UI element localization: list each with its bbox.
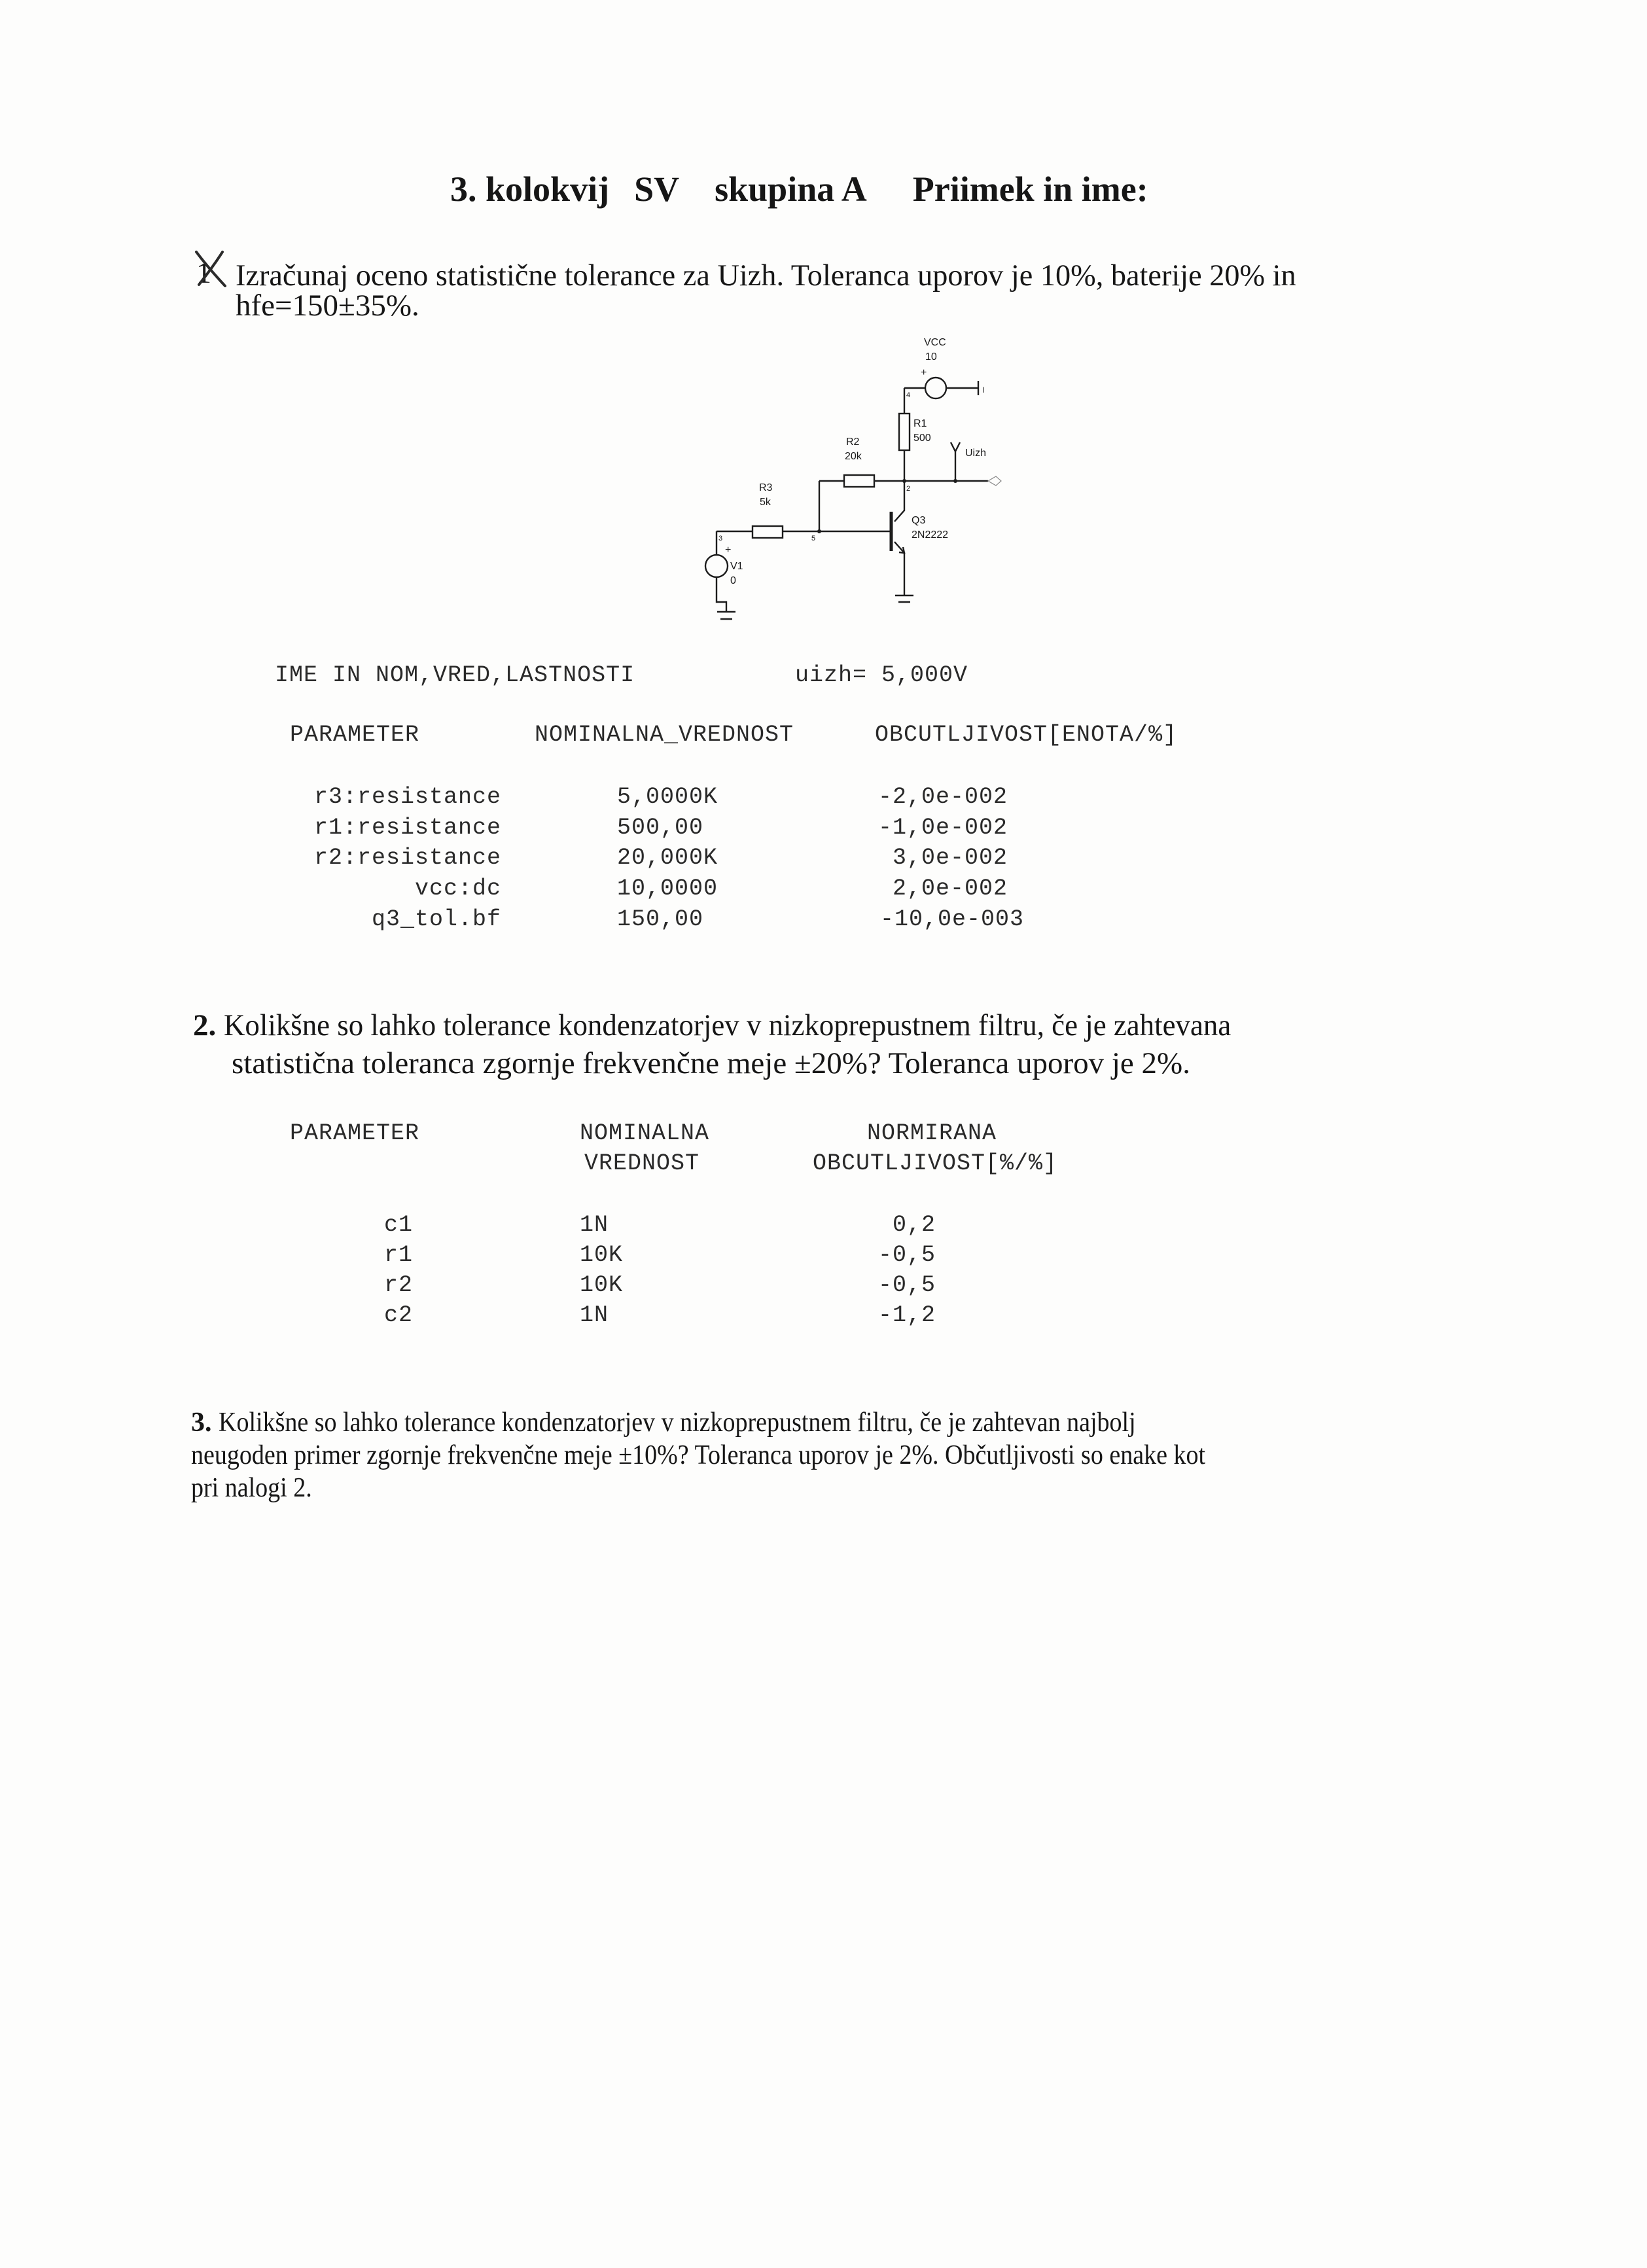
r1-value: 500 — [913, 433, 931, 444]
vcc-label: VCC — [924, 337, 946, 348]
title-name-field: Priimek in ime: — [912, 169, 1148, 209]
param-name: r1 — [384, 1242, 414, 1268]
param-nominal: 150,00 — [617, 906, 704, 932]
title-group: skupina A — [715, 169, 867, 209]
param-name: r2:resistance — [313, 845, 501, 871]
title-subject: SV — [634, 169, 680, 209]
question3-number: 3. — [191, 1408, 212, 1438]
v1-name: V1 — [730, 561, 743, 572]
param-sensitivity: -0,5 — [877, 1272, 936, 1298]
r2-resistor — [844, 475, 874, 487]
handwritten-cross-mark-icon — [194, 251, 228, 287]
v1-plus: + — [725, 544, 732, 556]
question2-line2: statistična toleranca zgornje frekvenčne meje ±20%? Toleranca uporov je 2%. — [232, 1046, 1190, 1080]
table1-col-sensitivity: OBCUTLJIVOST[ENOTA/%] — [875, 722, 1178, 748]
question2-number: 2. — [193, 1008, 217, 1042]
circuit-schematic — [674, 327, 1040, 628]
title-kolokvij: 3. kolokvij — [450, 169, 610, 209]
vcc-source-symbol — [925, 378, 946, 399]
output-label-uizh: Uizh — [965, 448, 987, 459]
r2-value: 20k — [845, 451, 862, 462]
v1-source-symbol — [705, 555, 728, 577]
r1-resistor — [899, 414, 910, 450]
param-nominal: 1N — [580, 1302, 609, 1328]
question2-text-line1: Kolikšne so lahko tolerance kondenzatorjev v nizkoprepustnem filtru, če je zahtevana — [224, 1008, 1231, 1042]
question1-line1: Izračunaj oceno statistične tolerance za Uizh. Toleranca uporov je 10%, baterije 20% in — [236, 258, 1296, 292]
vcc-plus: + — [921, 367, 927, 378]
param-sensitivity: -10,0e-003 — [879, 906, 1024, 932]
param-nominal: 10K — [580, 1272, 624, 1298]
param-name: vcc:dc — [414, 876, 501, 902]
q3-model: 2N2222 — [912, 529, 949, 540]
param-sensitivity: -1,0e-002 — [877, 815, 1008, 841]
param-name: r1:resistance — [313, 815, 501, 841]
param-nominal: 1N — [580, 1212, 609, 1238]
vcc-value: 10 — [925, 351, 937, 363]
table1-col-nominal: NOMINALNA_VREDNOST — [535, 722, 794, 748]
question2-line1 — [193, 1008, 1279, 1043]
r3-name: R3 — [759, 482, 773, 493]
param-name: r3:resistance — [313, 784, 501, 810]
r3-value: 5k — [760, 497, 771, 508]
param-sensitivity: 0,2 — [892, 1212, 936, 1238]
table2-col-sensitivity-line2: OBCUTLJIVOST[%/%] — [813, 1150, 1058, 1177]
table1-col-parameter: PARAMETER — [290, 722, 420, 748]
table2-col-parameter: PARAMETER — [290, 1120, 420, 1146]
node-2-label: 2 — [906, 485, 911, 493]
param-name: c1 — [384, 1212, 414, 1238]
param-name: c2 — [384, 1302, 414, 1328]
page-title — [450, 169, 1148, 209]
param-name: r2 — [384, 1272, 414, 1298]
question3-text-line1: Kolikšne so lahko tolerance kondenzatorjev v nizkoprepustnem filtru, če je zahtevan najbolj — [219, 1408, 1136, 1438]
r2-name: R2 — [846, 436, 860, 448]
svg-text:I: I — [982, 385, 985, 395]
param-sensitivity: -2,0e-002 — [877, 784, 1008, 810]
table1-header-line: IME IN NOM,VRED,LASTNOSTI — [275, 662, 635, 688]
node-4-label: 4 — [906, 391, 911, 399]
v1-value: 0 — [730, 575, 736, 586]
r3-resistor — [753, 526, 783, 538]
param-name: q3_tol.bf — [371, 906, 501, 932]
param-nominal: 20,000K — [617, 845, 718, 871]
param-sensitivity: 2,0e-002 — [892, 876, 1008, 902]
table2-col-sensitivity-line1: NORMIRANA — [867, 1120, 997, 1146]
param-nominal: 5,0000K — [617, 784, 718, 810]
table2-col-nominal-line2: VREDNOST — [584, 1150, 700, 1177]
param-nominal: 500,00 — [617, 815, 704, 841]
node-3-label: 3 — [718, 535, 723, 542]
node-5-label: 5 — [811, 535, 816, 542]
question1-line2: hfe=150±35%. — [236, 289, 419, 323]
table1-output-value: uizh= 5,000V — [795, 662, 968, 688]
param-nominal: 10K — [580, 1242, 624, 1268]
question3-line3: pri nalogi 2. — [191, 1473, 312, 1503]
question3-line1 — [191, 1407, 1232, 1438]
param-sensitivity: -1,2 — [877, 1302, 936, 1328]
question3-line2: neugoden primer zgornje frekvenčne meje ±10%? Toleranca uporov je 2%. Občutljivosti so enake kot — [191, 1440, 1206, 1470]
r1-name: R1 — [913, 418, 927, 429]
q3-name: Q3 — [912, 515, 926, 526]
table2-col-nominal-line1: NOMINALNA — [580, 1120, 710, 1146]
question1-number: 1 — [196, 256, 211, 289]
param-nominal: 10,0000 — [617, 876, 718, 902]
param-sensitivity: 3,0e-002 — [892, 845, 1008, 871]
param-sensitivity: -0,5 — [877, 1242, 936, 1268]
